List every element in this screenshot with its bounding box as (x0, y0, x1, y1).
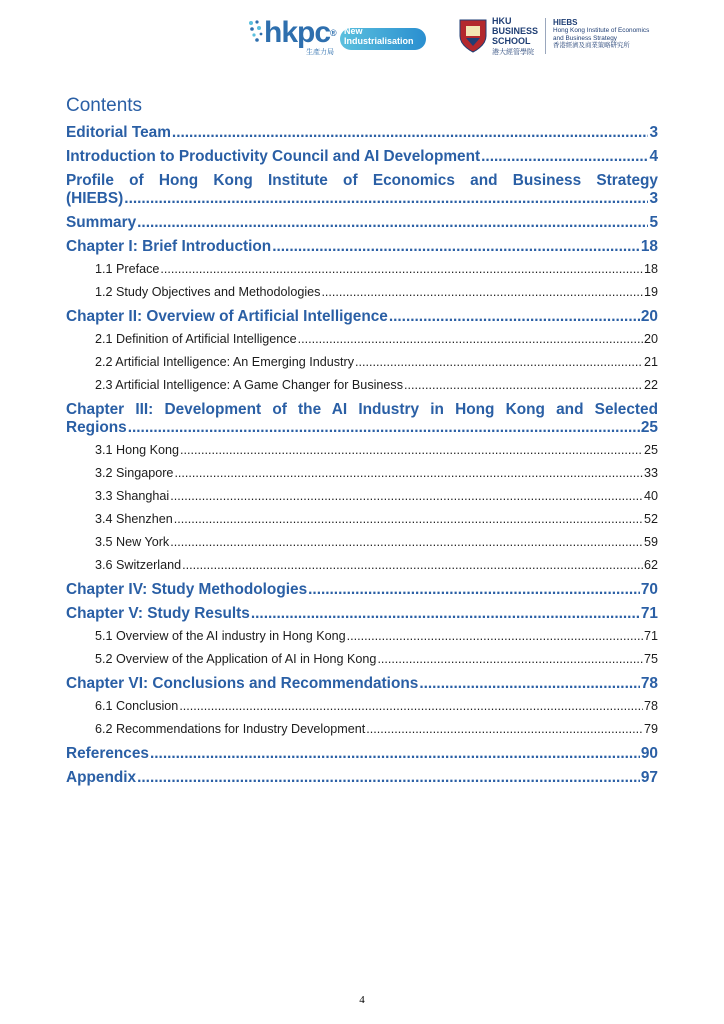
hkpc-dots-icon (248, 20, 264, 44)
toc-entry-label: (HIEBS) (66, 190, 124, 207)
toc-entry-page: 3 (649, 124, 658, 141)
toc-entry-label: Introduction to Productivity Council and AI Development (66, 148, 481, 165)
toc-entry-label: 5.2 Overview of the Application of AI in Hong Kong (95, 652, 377, 666)
hkpc-logo (248, 16, 430, 58)
toc-entry-line (95, 466, 658, 480)
toc-entry-page: 20 (640, 308, 658, 325)
toc-leader-dots (377, 652, 643, 666)
toc-entry-line (95, 629, 658, 643)
toc-entry-line (66, 308, 658, 326)
toc-entry-page: 71 (640, 605, 658, 622)
toc-entry-line (95, 355, 658, 369)
toc-entry-label: 3.4 Shenzhen (95, 512, 173, 526)
toc-leader-dots (272, 238, 640, 256)
toc-entry-page: 52 (643, 512, 658, 526)
page-number: 4 (359, 994, 365, 1006)
toc-section-entry[interactable] (66, 629, 658, 643)
toc-entry-line (95, 652, 658, 666)
toc-entry-line (95, 535, 658, 549)
toc-entry-page: 22 (643, 378, 658, 392)
toc-entry-page: 78 (643, 699, 658, 713)
toc-leader-dots (389, 308, 640, 326)
toc-entry-page: 75 (643, 652, 658, 666)
toc-entry-page: 70 (640, 581, 658, 598)
toc-entry-page: 79 (643, 722, 658, 736)
toc-entry-label: 5.1 Overview of the AI industry in Hong Kong (95, 629, 346, 643)
toc-entry-label: 1.1 Preface (95, 262, 160, 276)
toc-entry-page: 5 (649, 214, 658, 231)
toc-section-entry[interactable] (66, 378, 658, 392)
toc-section-entry[interactable] (66, 443, 658, 457)
toc-leader-dots (137, 769, 640, 787)
hkpc-chinese-name: 生產力局 (306, 49, 334, 56)
toc-entry-page: 62 (643, 558, 658, 572)
toc-entry-line (66, 148, 658, 166)
hku-business-school-name (492, 16, 538, 46)
toc-entry-label: 2.1 Definition of Artificial Intelligence (95, 332, 297, 346)
toc-entry-label: 3.6 Switzerland (95, 558, 182, 572)
table-of-contents (66, 124, 658, 793)
toc-leader-dots (404, 378, 643, 392)
toc-entry-line (66, 581, 658, 599)
toc-entry-page: 19 (643, 285, 658, 299)
contents-heading: Contents (66, 95, 143, 116)
toc-entry-line (95, 512, 658, 526)
toc-entry-label: 3.2 Singapore (95, 466, 174, 480)
toc-entry-page: 25 (640, 419, 658, 436)
toc-leader-dots (170, 489, 643, 503)
toc-leader-dots (366, 722, 643, 736)
toc-entry-label: Chapter II: Overview of Artificial Intelligence (66, 308, 388, 325)
toc-entry-page: 4 (649, 148, 658, 165)
toc-chapter-entry[interactable] (66, 745, 658, 763)
toc-entry-label: References (66, 745, 149, 762)
hiebs-title: HIEBS (553, 18, 578, 27)
toc-leader-dots (128, 419, 640, 437)
toc-entry-label-line-1: Profile of Hong Kong Institute of Economics and Business Strategy (66, 172, 658, 189)
page-header (0, 14, 724, 58)
toc-entry-page: 21 (643, 355, 658, 369)
toc-entry-line (66, 745, 658, 763)
toc-section-entry[interactable] (66, 332, 658, 346)
toc-section-entry[interactable] (66, 489, 658, 503)
toc-chapter-entry[interactable] (66, 124, 658, 142)
toc-entry-page: 25 (643, 443, 658, 457)
toc-leader-dots (137, 214, 648, 232)
toc-chapter-entry[interactable] (66, 581, 658, 599)
toc-section-entry[interactable] (66, 535, 658, 549)
toc-entry-line (95, 378, 658, 392)
toc-entry-label-line-1: Chapter III: Development of the AI Industry in Hong Kong and Selected (66, 401, 658, 418)
ni-line-2: Industrialisation (344, 36, 414, 46)
new-industrialisation-text (344, 26, 414, 46)
toc-entry-label: 6.1 Conclusion (95, 699, 179, 713)
toc-chapter-entry[interactable] (66, 769, 658, 787)
toc-section-entry[interactable] (66, 466, 658, 480)
toc-leader-dots (124, 190, 648, 208)
toc-entry-label: 3.3 Shanghai (95, 489, 170, 503)
toc-entry-line (66, 238, 658, 256)
toc-entry-page: 40 (643, 489, 658, 503)
hkpc-wordmark (264, 16, 336, 50)
toc-section-entry[interactable] (66, 262, 658, 276)
toc-leader-dots (174, 512, 643, 526)
toc-entry-label: 6.2 Recommendations for Industry Development (95, 722, 366, 736)
toc-chapter-entry[interactable] (66, 148, 658, 166)
toc-chapter-entry[interactable] (66, 401, 658, 437)
toc-chapter-entry[interactable] (66, 214, 658, 232)
toc-entry-line (95, 722, 658, 736)
toc-chapter-entry[interactable] (66, 308, 658, 326)
hiebs-line-2: and Business Strategy (553, 34, 617, 42)
toc-entry-page: 3 (649, 190, 658, 207)
toc-entry-page: 33 (643, 466, 658, 480)
hku-line-2: BUSINESS (492, 26, 539, 36)
hku-chinese-name: 港大經管學院 (492, 49, 534, 56)
toc-chapter-entry[interactable] (66, 238, 658, 256)
toc-entry-page: 18 (643, 262, 658, 276)
toc-leader-dots (179, 699, 643, 713)
toc-entry-label: 2.2 Artificial Intelligence: An Emerging Industry (95, 355, 355, 369)
hkpc-word-text: hkpc (264, 16, 331, 49)
toc-section-entry[interactable] (66, 722, 658, 736)
hiebs-chinese-name: 香港經濟及商業策略研究所 (553, 42, 630, 49)
toc-leader-dots (481, 148, 648, 166)
toc-entry-line (66, 419, 658, 437)
hkpc-registered-mark: ® (330, 28, 336, 38)
toc-section-entry[interactable] (66, 355, 658, 369)
toc-section-entry[interactable] (66, 285, 658, 299)
toc-entry-line (95, 443, 658, 457)
toc-chapter-entry[interactable] (66, 605, 658, 623)
toc-leader-dots (160, 262, 643, 276)
toc-entry-line (95, 699, 658, 713)
toc-leader-dots (419, 675, 640, 693)
ni-line-1: New (344, 26, 363, 36)
toc-entry-line (66, 214, 658, 232)
hku-line-1: HKU (492, 16, 512, 26)
toc-chapter-entry[interactable] (66, 172, 658, 208)
toc-leader-dots (308, 581, 640, 599)
toc-leader-dots (251, 605, 640, 623)
toc-entry-label: Appendix (66, 769, 137, 786)
toc-entry-page: 20 (643, 332, 658, 346)
toc-leader-dots (347, 629, 643, 643)
toc-entry-page: 59 (643, 535, 658, 549)
toc-entry-line (95, 332, 658, 346)
header-divider (545, 18, 546, 54)
toc-entry-page: 90 (640, 745, 658, 762)
toc-entry-page: 18 (640, 238, 658, 255)
toc-entry-line (95, 489, 658, 503)
toc-entry-label: 3.5 New York (95, 535, 170, 549)
toc-entry-line (95, 285, 658, 299)
toc-entry-line (95, 262, 658, 276)
toc-entry-line (66, 769, 658, 787)
toc-section-entry[interactable] (66, 512, 658, 526)
hiebs-line-1: Hong Kong Institute of Economics (553, 27, 650, 34)
toc-entry-label: Chapter VI: Conclusions and Recommendations (66, 675, 419, 692)
toc-entry-line (95, 558, 658, 572)
toc-leader-dots (321, 285, 643, 299)
toc-entry-label: Editorial Team (66, 124, 171, 141)
toc-entry-label: Chapter I: Brief Introduction (66, 238, 272, 255)
toc-entry-label: Chapter V: Study Results (66, 605, 250, 622)
toc-leader-dots (174, 466, 643, 480)
toc-section-entry[interactable] (66, 699, 658, 713)
toc-leader-dots (172, 124, 649, 142)
toc-entry-label: Chapter IV: Study Methodologies (66, 581, 308, 598)
hku-line-3: SCHOOL (492, 36, 531, 46)
toc-entry-line (66, 124, 658, 142)
toc-leader-dots (298, 332, 643, 346)
toc-entry-line (66, 675, 658, 693)
toc-section-entry[interactable] (66, 652, 658, 666)
toc-section-entry[interactable] (66, 558, 658, 572)
hiebs-logo (553, 18, 649, 50)
toc-entry-label: Summary (66, 214, 137, 231)
toc-entry-page: 78 (640, 675, 658, 692)
toc-leader-dots (355, 355, 643, 369)
toc-leader-dots (170, 535, 643, 549)
toc-leader-dots (180, 443, 643, 457)
toc-entry-label: Regions (66, 419, 127, 436)
toc-leader-dots (182, 558, 643, 572)
toc-entry-label: 1.2 Study Objectives and Methodologies (95, 285, 321, 299)
hku-crest-icon (458, 18, 488, 54)
toc-entry-line (66, 190, 658, 208)
toc-entry-page: 97 (640, 769, 658, 786)
toc-entry-page: 71 (643, 629, 658, 643)
toc-chapter-entry[interactable] (66, 675, 658, 693)
toc-entry-label: 2.3 Artificial Intelligence: A Game Changer for Business (95, 378, 404, 392)
toc-leader-dots (150, 745, 640, 763)
toc-entry-line (66, 605, 658, 623)
toc-entry-label: 3.1 Hong Kong (95, 443, 180, 457)
